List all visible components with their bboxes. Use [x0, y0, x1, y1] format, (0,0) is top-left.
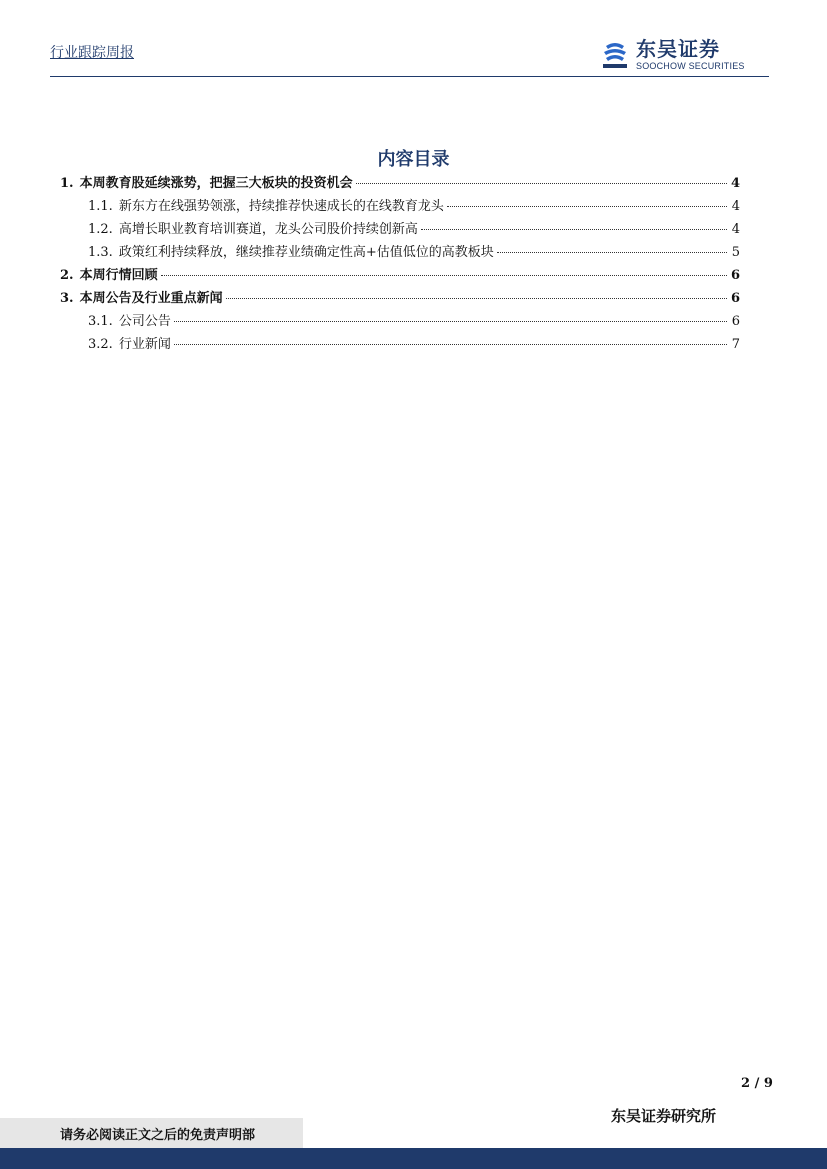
toc-entry[interactable] — [60, 195, 740, 218]
toc-entry-number: 3.1. — [88, 314, 113, 329]
table-of-contents — [60, 172, 740, 356]
toc-entry-number: 2. — [60, 268, 74, 283]
footer-band — [0, 1148, 827, 1169]
toc-entry-number: 1.2. — [88, 222, 113, 237]
toc-entry[interactable] — [60, 310, 740, 333]
toc-entry-number: 1.3. — [88, 245, 113, 260]
toc-entry-title: 新东方在线强势领涨，持续推荐快速成长的在线教育龙头 — [118, 199, 444, 214]
toc-leader-dots — [174, 321, 727, 322]
report-type-label: 行业跟踪周报 — [50, 45, 134, 61]
scs-logo-icon — [600, 40, 630, 70]
toc-entry[interactable] — [60, 333, 740, 356]
toc-entry-number: 1.1. — [88, 199, 113, 214]
toc-leader-dots — [497, 252, 727, 253]
toc-entry-number: 3. — [60, 291, 74, 306]
toc-leader-dots — [226, 298, 727, 299]
toc-entry-number: 3.2. — [88, 337, 113, 352]
research-institute-name: 东吴证券研究所 — [611, 1107, 717, 1125]
page-number: 2 / 9 — [741, 1076, 773, 1091]
toc-leader-dots — [174, 344, 727, 345]
toc-leader-dots — [161, 275, 727, 276]
toc-entry-page: 4 — [730, 176, 740, 191]
toc-entry-page: 5 — [731, 245, 740, 260]
toc-title: 内容目录 — [377, 149, 450, 170]
toc-entry-page: 4 — [731, 222, 740, 237]
toc-entry-title: 公司公告 — [118, 314, 171, 329]
header-divider — [50, 76, 765, 77]
toc-entry[interactable] — [60, 287, 740, 310]
toc-entry-title: 行业新闻 — [118, 337, 171, 352]
toc-entry[interactable] — [60, 172, 740, 195]
logo-chinese-name: 东吴证券 — [636, 37, 720, 61]
toc-entry[interactable] — [60, 218, 740, 241]
toc-entry-number: 1. — [60, 176, 74, 191]
toc-entry-title: 高增长职业教育培训赛道，龙头公司股价持续创新高 — [118, 222, 418, 237]
toc-leader-dots — [447, 206, 727, 207]
toc-entry-page: 4 — [731, 199, 740, 214]
toc-entry-title: 本周行情回顾 — [79, 268, 158, 283]
toc-entry[interactable] — [60, 264, 740, 287]
toc-entry-title: 政策红利持续释放，继续推荐业绩确定性高+估值低位的高教板块 — [118, 245, 494, 260]
disclaimer-bar — [0, 1118, 303, 1148]
toc-leader-dots — [421, 229, 727, 230]
toc-leader-dots — [356, 183, 727, 184]
disclaimer-text: 请务必阅读正文之后的免责声明部 — [60, 1127, 256, 1143]
toc-entry[interactable] — [60, 241, 740, 264]
toc-entry-title: 本周教育股延续涨势，把握三大板块的投资机会 — [79, 176, 353, 191]
toc-entry-title: 本周公告及行业重点新闻 — [79, 291, 223, 306]
toc-entry-page: 6 — [730, 291, 740, 306]
toc-entry-page: 6 — [731, 314, 740, 329]
toc-entry-page: 6 — [730, 268, 740, 283]
company-logo — [600, 38, 760, 72]
toc-entry-page: 7 — [731, 337, 740, 352]
header-divider-mark — [764, 76, 769, 77]
logo-english-name: SOOCHOW SECURITIES — [636, 61, 745, 71]
